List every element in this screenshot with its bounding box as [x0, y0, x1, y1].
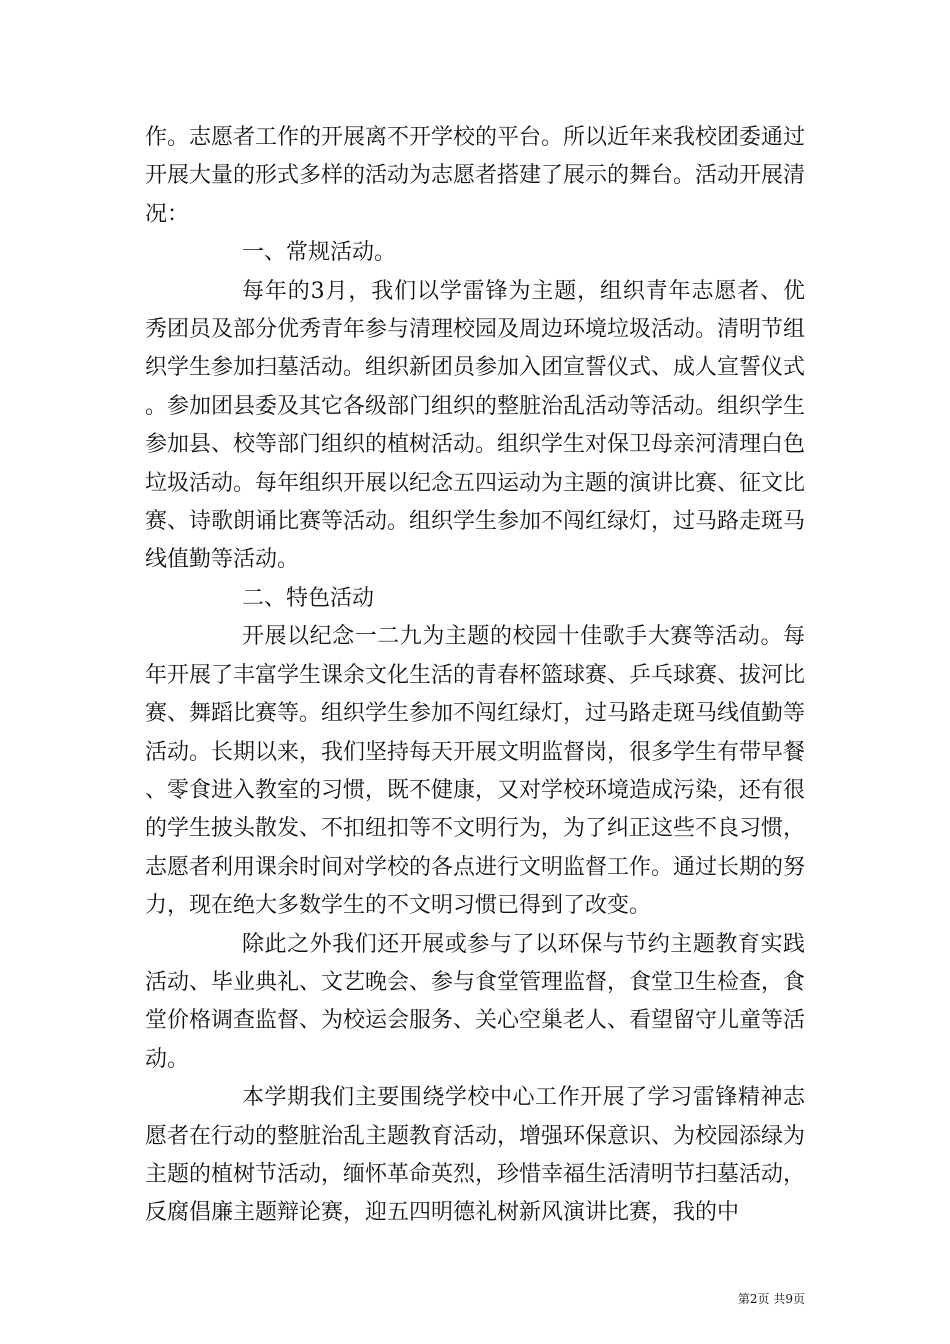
paragraph-this-semester: 本学期我们主要围绕学校中心工作开展了学习雷锋精神志愿者在行动的整脏治乱主题教育活动，增强环保意识、为校园添绿为主题的植树节活动，缅怀革命英烈，珍惜幸福生活清明节扫墓活动，反腐倡廉主题辩论赛，迎五四明德礼树新风演讲比赛，我的中: [145, 1085, 806, 1226]
document-body: [145, 119, 805, 1233]
section-heading-routine-activities: 一、常规活动。: [242, 240, 397, 266]
paragraph-special-activities: 开展以纪念一二九为主题的校园十佳歌手大赛等活动。每年开展了丰富学生课余文化生活的青春杯篮球赛、乒乓球赛、拔河比赛、舞蹈比赛等。组织学生参加不闯红绿灯，过马路走斑马线值勤等活动。长期以来，我们坚持每天开展文明监督岗，很多学生有带早餐、零食进入教室的习惯，既不健康，又对学校环境造成污染，还有很的学生披头散发、不扣纽扣等不文明行为，为了纠正这些不良习惯，志愿者利用课余时间对学校的各点进行文明监督工作。通过长期的努力，现在绝大多数学生的不文明习惯已得到了改变。: [145, 624, 806, 919]
section-heading-special-activities: 二、特色活动: [242, 585, 375, 611]
paragraph-intro: 作。志愿者工作的开展离不开学校的平台。所以近年来我校团委通过开展大量的形式多样的活动为志愿者搭建了展示的舞台。活动开展清况：: [145, 125, 806, 227]
page-number-footer: 第2页 共9页: [737, 1292, 805, 1306]
paragraph-routine-activities: 每年的3月，我们以学雷锋为主题，组织青年志愿者、优秀团员及部分优秀青年参与清理校园及周边环境垃圾活动。清明节组织学生参加扫墓活动。组织新团员参加入团宣誓仪式、成人宣誓仪式。参加团县委及其它各级部门组织的整脏治乱活动等活动。组织学生参加县、校等部门组织的植树活动。组织学生对保卫母亲河清理白色垃圾活动。每年组织开展以纪念五四运动为主题的演讲比赛、征文比赛、诗歌朗诵比赛等活动。组织学生参加不闯红绿灯，过马路走斑马线值勤等活动。: [145, 278, 806, 573]
paragraph-other-activities: 除此之外我们还开展或参与了以环保与节约主题教育实践活动、毕业典礼、文艺晚会、参与食堂管理监督，食堂卫生检查，食堂价格调查监督、为校运会服务、关心空巢老人、看望留守儿童等活动。: [145, 931, 806, 1072]
